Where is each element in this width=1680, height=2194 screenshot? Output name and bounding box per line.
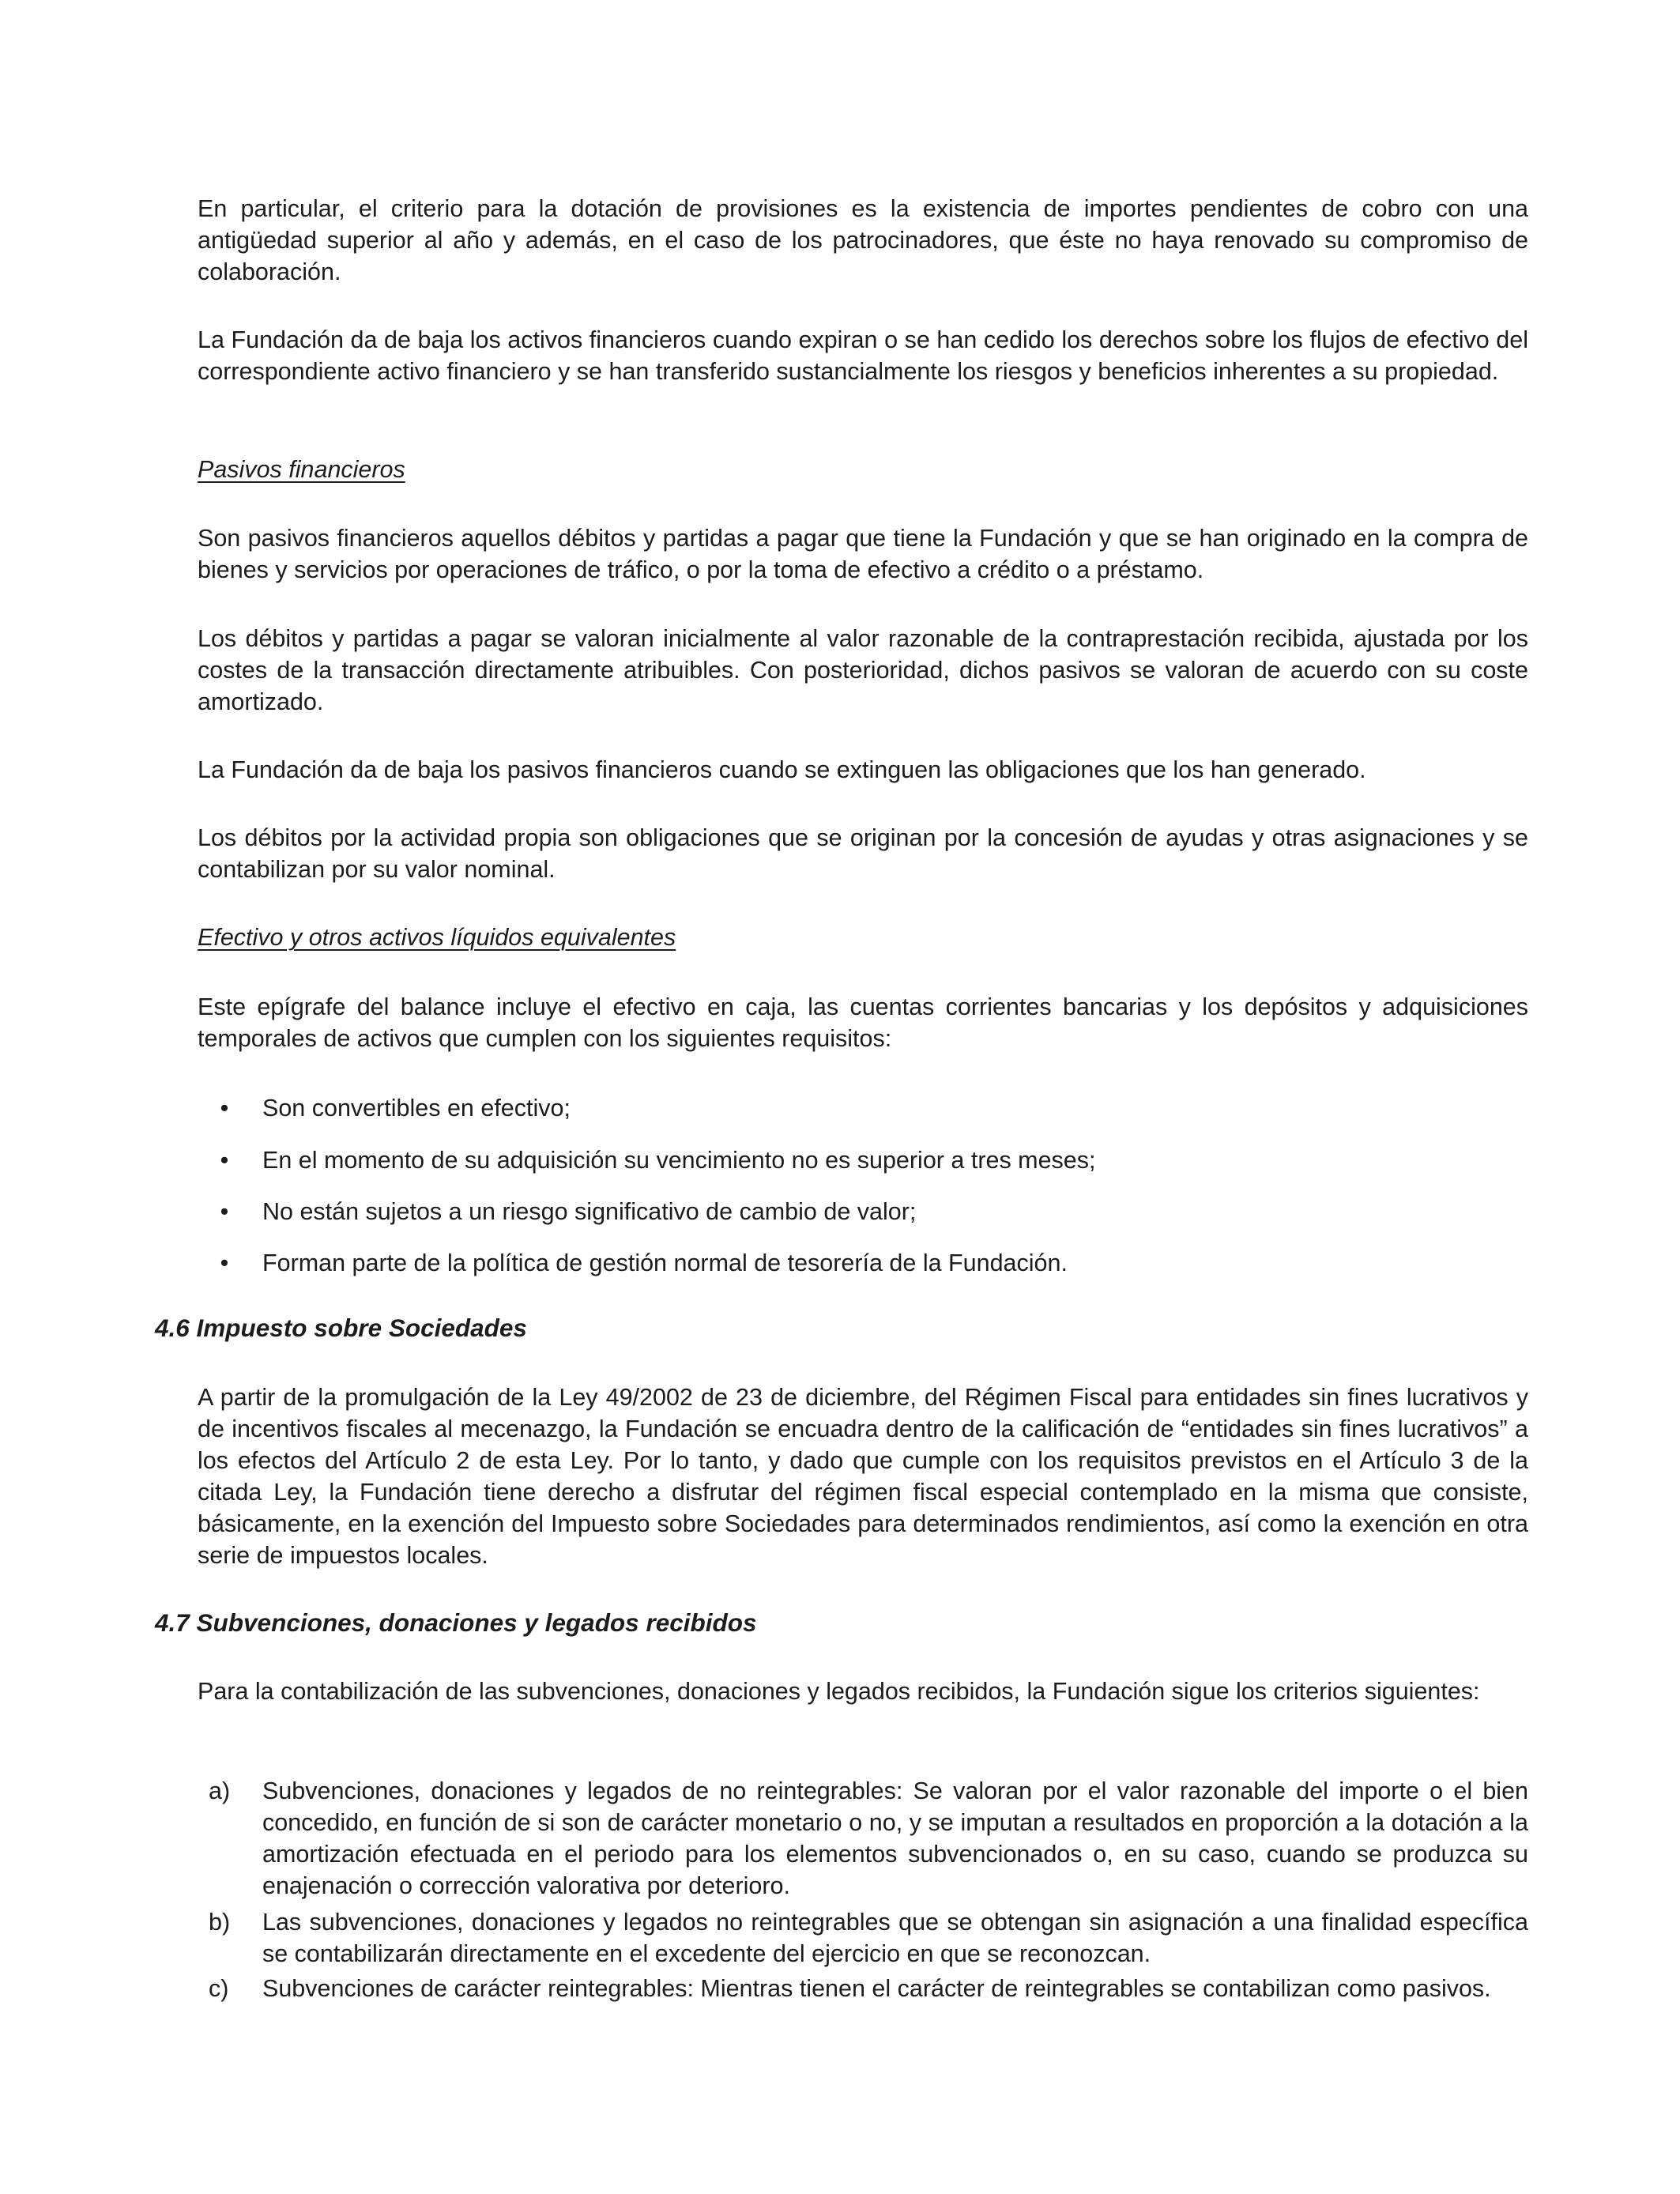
bullet-text: En el momento de su adquisición su vencimiento no es superior a tres meses; xyxy=(262,1147,1096,1174)
bullet-icon: • xyxy=(220,1147,229,1174)
paragraph-efectivo-epigrafe: Este epígrafe del balance incluye el efectivo en caja, las cuentas corrientes bancarias y los depósitos y adquisiciones temporales de activos que cumplen con los siguientes requisitos: xyxy=(198,993,1528,1052)
paragraph-debitos-valoracion: Los débitos y partidas a pagar se valoran inicialmente al valor razonable de la contraprestación recibida, ajustada por los costes de la transacción directamente atribuibles. Con posterioridad, dichos pasivos se valoran de acuerdo con su coste amortizado. xyxy=(198,625,1528,715)
section-heading-impuesto: 4.6 Impuesto sobre Sociedades xyxy=(155,1314,527,1342)
paragraph-impuesto-sociedades: A partir de la promulgación de la Ley 49/2002 de 23 de diciembre, del Régimen Fiscal para entidades sin fines lucrativos y de incentivos fiscales al mecenazgo, la Fundación se encuadra dentro de la calificación de “entidades sin fines lucrativos” a los efectos del Artículo 2 de esta Ley. Por lo tanto, y dado que cumple con los requisitos previstos en el Artículo 3 de la citada Ley, la Fundación tiene derecho a disfrutar del régimen fiscal especial contemplado en la misma que consiste, básicamente, en la exención del Impuesto sobre Sociedades para determinados rendimientos, así como la exención en otra serie de impuestos locales. xyxy=(198,1384,1528,1569)
section-heading-subvenciones: 4.7 Subvenciones, donaciones y legados recibidos xyxy=(155,1608,757,1637)
bullet-text: Son convertibles en efectivo; xyxy=(262,1095,571,1122)
item-label: a) xyxy=(209,1777,231,1804)
item-text: Las subvenciones, donaciones y legados no reintegrables que se obtengan sin asignación a una finalidad específica se contabilizarán directamente en el excedente del ejercicio en que se reconozcan. xyxy=(262,1909,1528,1967)
bullet-icon: • xyxy=(220,1250,229,1276)
item-label: c) xyxy=(209,1975,229,2002)
paragraph-provisiones: En particular, el criterio para la dotación de provisiones es la existencia de importes pendientes de cobro con una antigüedad superior al año y además, en el caso de los patrocinadores, que éste no haya renovado su compromiso de colaboración. xyxy=(198,195,1528,285)
paragraph-subvenciones-intro: Para la contabilización de las subvenciones, donaciones y legados recibidos, la Fundación sigue los criterios siguientes: xyxy=(198,1678,1480,1705)
paragraph-baja-pasivos: La Fundación da de baja los pasivos financieros cuando se extinguen las obligaciones que los han generado. xyxy=(198,756,1366,783)
bullet-text: Forman parte de la política de gestión normal de tesorería de la Fundación. xyxy=(262,1250,1068,1276)
bullet-icon: • xyxy=(220,1198,229,1225)
subheading-efectivo: Efectivo y otros activos líquidos equivalentes xyxy=(198,924,676,951)
paragraph-pasivos-definicion: Son pasivos financieros aquellos débitos y partidas a pagar que tiene la Fundación y que se han originado en la compra de bienes y servicios por operaciones de tráfico, o por la toma de efectivo a crédito o a préstamo. xyxy=(198,525,1528,583)
bullet-icon: • xyxy=(220,1095,229,1122)
paragraph-debitos-actividad: Los débitos por la actividad propia son obligaciones que se originan por la concesión de ayudas y otras asignaciones y se contabilizan por su valor nominal. xyxy=(198,824,1528,883)
item-text: Subvenciones de carácter reintegrables: Mientras tienen el carácter de reintegrables se contabilizan como pasivos. xyxy=(262,1975,1491,2002)
subheading-pasivos-financieros: Pasivos financieros xyxy=(198,456,405,483)
paragraph-baja-activos: La Fundación da de baja los activos financieros cuando expiran o se han cedido los derechos sobre los flujos de efectivo del correspondiente activo financiero y se han transferido sustancialmente los riesgos y beneficios inherentes a su propiedad. xyxy=(198,326,1528,385)
item-label: b) xyxy=(209,1909,231,1936)
item-text: Subvenciones, donaciones y legados de no reintegrables: Se valoran por el valor razonable del importe o el bien concedido, en función de si son de carácter monetario o no, y se imputan a resultados en proporción a la dotación a la amortización efectuada en el periodo para los elementos subvencionados o, en su caso, cuando se produzca su enajenación o corrección valorativa por deterioro. xyxy=(262,1777,1528,1899)
bullet-text: No están sujetos a un riesgo significativo de cambio de valor; xyxy=(262,1198,917,1225)
